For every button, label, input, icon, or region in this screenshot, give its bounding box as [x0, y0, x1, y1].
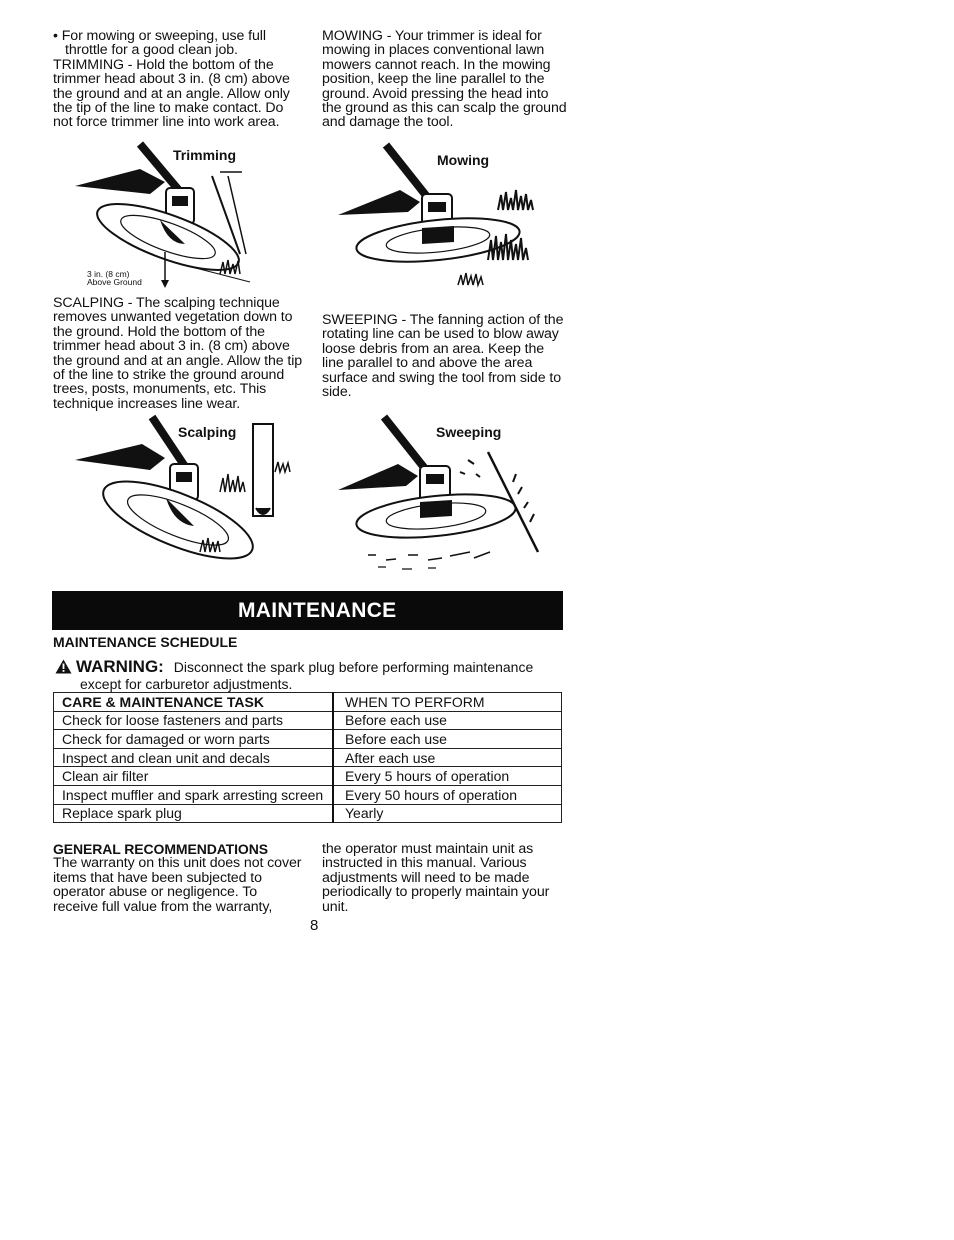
warning-text-continued: except for carburetor adjustments.	[80, 675, 293, 692]
general-left-column	[53, 842, 303, 914]
table-row	[54, 748, 562, 767]
task-cell: Check for damaged or worn parts	[54, 730, 334, 749]
sweeping-illustration	[338, 412, 558, 577]
when-cell: Every 5 hours of operation	[333, 767, 562, 786]
right-column-top	[322, 29, 567, 130]
table-row	[54, 711, 562, 730]
task-cell: Inspect muffler and spark arresting screen	[54, 785, 334, 804]
table-row	[54, 767, 562, 786]
warning-triangle-icon	[55, 659, 72, 677]
task-cell: Replace spark plug	[54, 804, 334, 823]
right-column-middle	[322, 313, 567, 399]
maintenance-schedule-table	[53, 692, 562, 823]
warning-label: WARNING:	[76, 657, 164, 676]
sweeping-paragraph: SWEEPING - The fanning action of the rotating line can be used to blow away loose debris from an area. Keep the line parallel to and above the area surface and swing the tool from side to side.	[322, 312, 564, 401]
general-right-text: the operator must maintain unit as instructed in this manual. Various adjustments will need to be made periodically to properly maintain your unit.	[322, 841, 550, 915]
when-cell: Before each use	[333, 730, 562, 749]
table-header-row	[54, 693, 562, 712]
when-cell: Before each use	[333, 711, 562, 730]
left-column-middle	[53, 296, 303, 411]
mowing-label: Mowing	[437, 152, 490, 168]
task-cell: Clean air filter	[54, 767, 334, 786]
general-recommendations-heading: GENERAL RECOMMENDATIONS	[53, 841, 268, 857]
sweeping-label: Sweeping	[436, 424, 502, 440]
maintenance-title: MAINTENANCE	[238, 599, 397, 622]
mowing-paragraph: MOWING - Your trimmer is ideal for mowing in places conventional lawn mowers cannot reach. In the mowing position, keep the line parallel to the ground. Avoid pressing the head into the ground as this can scalp the ground and damage the tool.	[322, 28, 567, 131]
task-column-header: CARE & MAINTENANCE TASK	[54, 693, 334, 712]
when-cell: Every 50 hours of operation	[333, 785, 562, 804]
when-column-header: WHEN TO PERFORM	[333, 693, 562, 712]
general-right-column	[322, 842, 570, 914]
scalping-paragraph: SCALPING - The scalping technique removes unwanted vegetation down to the ground. Hold the bottom of the trimmer head about 3 in. (8 cm) above the ground and at an angle. Allow the tip of the line to strike the ground around trees, posts, monuments, etc. This technique increases line wear.	[53, 295, 303, 412]
full-throttle-bullet: • For mowing or sweeping, use full throttle for a good clean job.	[53, 28, 266, 59]
task-cell: Check for loose fasteners and parts	[54, 711, 334, 730]
trimming-paragraph: TRIMMING - Hold the bottom of the trimmer head about 3 in. (8 cm) above the ground and at an angle. Allow only the tip of the line to make contact. Do not force trimmer line into work area.	[53, 56, 290, 131]
warning-text: Disconnect the spark plug before performing maintenance	[173, 659, 534, 675]
general-left-text: The warranty on this unit does not cover items that have been subjected to operator abuse or negligence. To receive full value from the warranty,	[53, 855, 302, 915]
trimming-note-1: 3 in. (8 cm)	[87, 269, 130, 279]
table-row	[54, 804, 562, 823]
maintenance-title-bar	[52, 591, 563, 630]
when-cell: After each use	[333, 748, 562, 767]
bullet-text: For mowing or sweeping, use full throttle for a good clean job.	[61, 28, 266, 59]
mowing-illustration	[338, 140, 558, 295]
maintenance-schedule-heading: MAINTENANCE SCHEDULE	[53, 634, 238, 650]
trimming-illustration	[70, 134, 270, 292]
table-row	[54, 730, 562, 749]
warning-block	[55, 659, 575, 691]
task-cell: Inspect and clean unit and decals	[54, 748, 334, 767]
table-row	[54, 785, 562, 804]
trimming-note-2: Above Ground	[87, 277, 142, 287]
scalping-label: Scalping	[178, 424, 237, 440]
left-column-top	[53, 29, 303, 130]
scalping-illustration	[70, 412, 310, 564]
page-number: 8	[310, 917, 319, 934]
when-cell: Yearly	[333, 804, 562, 823]
trimming-label: Trimming	[173, 147, 237, 163]
